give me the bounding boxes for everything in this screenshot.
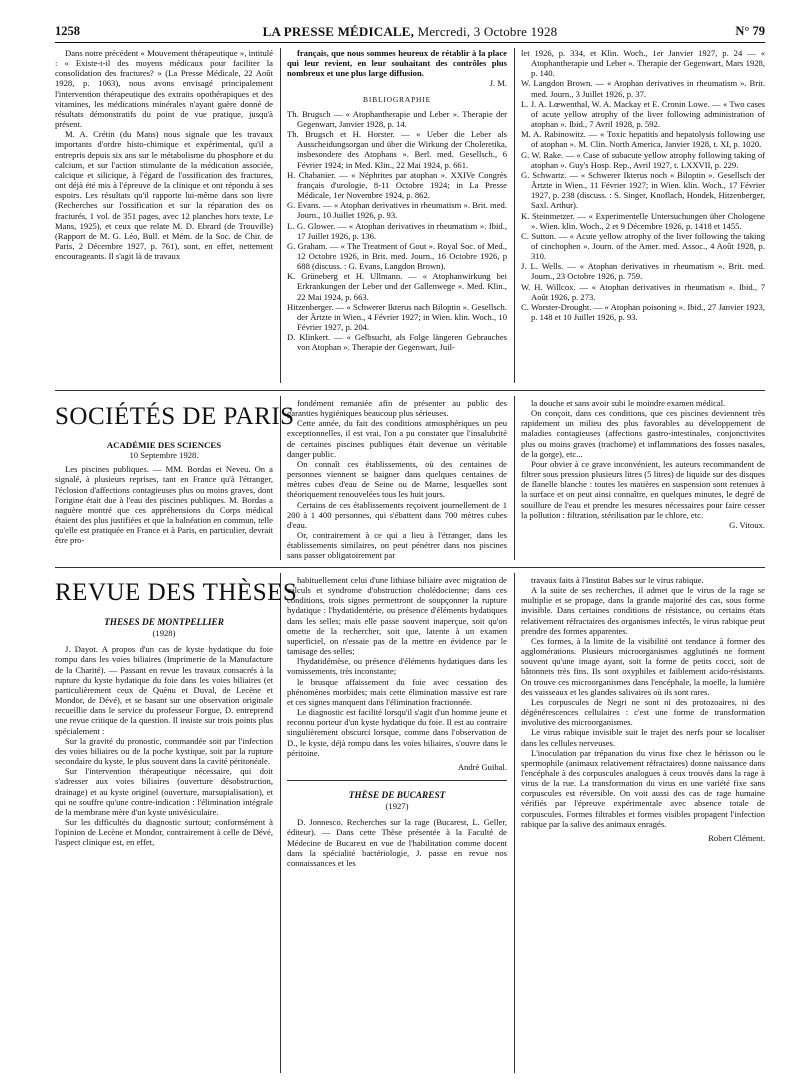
- section-divider: [55, 390, 765, 391]
- paragraph: On connaît ces établissements, où des centaines de personnes viennent se baigner dans quelques centaines de mètres cubes d'eau de Seine ou de Marne, lesquelles sont théoriquement renouvelées tous les huit jours.: [287, 458, 507, 500]
- paragraph: Sur la gravité du pronostic, commandée soit par l'infection des voies biliaires ou de la poche kystique, soit par la rupture secondaire du kyste, le plus souvent dans la cavité péritonéale.: [55, 735, 273, 767]
- paragraph: l'hydatidémèse, ou présence d'éléments hydatiques dans les vomissements, très inconstante;: [287, 656, 507, 677]
- paragraph: On conçoit, dans ces conditions, que ces piscines deviennent très rapidement un milieu des plus favorables au développement de maladies contagieuses (affections gastro-intestinales, conjonctivites plus ou moins graves (trachome) et inflammations des fosses nasales, de la gorge), etc...: [521, 408, 765, 459]
- bib-entry: Th. Brugsch — « Atophantherapie und Leber ». Therapie der Gegenwart, Janvier 1928, p. 14.: [287, 108, 507, 129]
- paragraph: habituellement celui d'une lithiase biliaire avec migration de calculs et syndrome d'obstruction cholédocienne; dans ces conditions, trois signes permettront de soupçonner la rupture hydatique : l'hydatidentérie, ou présence d'éléments hydatiques dans les selles; mais elle passe souvent inaperçue, soit qu'on omette de la rechercher, soit que, latente à un examen superficiel, on n'essaie pas de la mettre en évidence par le tamisage des selles;: [287, 575, 507, 657]
- societes-column-1: [55, 440, 273, 560]
- column-rule: [514, 48, 515, 383]
- paragraph: Or, contrairement à ce qui a lieu à l'étranger, dans les établissements similaires, on peut pénétrer dans nos piscines sans passer obligatoirement par: [287, 530, 507, 560]
- paragraph: le brusque affaissement du foie avec cessation des phénomènes morbides; mais cette élimination massive est rare et ces signes manquent dans l'élimination fractionnée.: [287, 676, 507, 707]
- bibliography-title: BIBLIOGRAPHIE: [363, 94, 431, 104]
- bib-entry: C. Sutton. — « Acute yellow atrophy of the liver following the taking of cinchophen ». Journ. of the Amer. med. Assoc., 4 Août 1928, p. 310.: [521, 230, 765, 262]
- societes-column-2: [287, 398, 507, 560]
- paragraph: M. A. Crétin (du Mans) nous signale que les travaux importants d'ordre histo-chimique et expérimental, qu'il a entrepris depuis six ans sur le métabolisme du phosphore et du calcium, et sur l'action stimulante de la médication associée, calcique et silicique, à l'égard de l'ossification des fractures, ont déjà été mis à l'épreuve de la clinique et ont répondu à ses espoirs. Les résultats qu'il rapporte lui-même dans son livre (Recherches sur l'ossification et sur la réparation des os fracturés, 1 vol. de 351 pages, avec 12 planches hors texte, Le Mans, 1925), et ceux que relate M. D. Ebrard (de Trouville) (Rapport de M. G. Léo, Bull. et Mém. de la Soc. de Chir. de Paris, 2 Décembre 1927, p. 761), sont, en effet, nettement encourageants. Il s'agit là de travaux: [55, 129, 273, 262]
- section-title-societes: SOCIÉTÉS DE PARIS: [55, 403, 295, 430]
- bucarest-heading: THÈSE DE BUCAREST: [348, 790, 446, 801]
- column-rule: [280, 573, 281, 1073]
- bib-entry: C. Worster-Drought. — « Atophan poisoning ». Ibid., 27 Janvier 1923, p. 148 et 10 Juillet 1926, p. 93.: [521, 301, 765, 323]
- bib-entry: D. Klinkert. — « Gelbsucht, als Folge längeren Gebrauches von Atophan ». Therapie der Gegenwart, Juil-: [287, 332, 507, 353]
- paragraph: la douche et sans avoir subi le moindre examen médical.: [531, 398, 726, 408]
- bib-entry: G. Schwartz. — « Schwerer Ikterus noch « Biloptin ». Gesellsch der Ärtzte in Wien., 11 Février 1927; in Wien. klin. Woch., 17 Février 1927, p. 238 (discuss. : S. Singer, Knoflach, Hondek, Hitzenberger, Saxl. Arthur).: [521, 169, 765, 211]
- bib-entry: let 1926, p. 334, et Klin. Woch., 1er Janvier 1927, p. 24 — « Atophantherapie und Leber ». Therapie der Gegenwart, Mars 1928, p. 140.: [521, 48, 765, 79]
- top-column-2: [287, 48, 507, 383]
- paragraph: J. Dayot. A propos d'un cas de kyste hydatique du foie rompu dans les voies biliaires (Imprimerie de la Manufacture de la Charité). — Passant en revue les travaux consacrés à la rupture du kyste hydatique du foie dans les voies biliaires (et particulièrement ceux de Quénu et Duval, de Lecène et Mondor, de Dévé), et se basant sur une observation originale recueillie dans le service du professeur Forgue, D. entreprend une revue critique de la question. Il insiste sur trois points plus spécialement :: [55, 644, 273, 736]
- bib-entry: Hitzenberger. — « Schwerer Ikterus nach Biloptin ». Gesellsch. der Ärtzte in Wien., 4 Février 1927; in Wien. klin. Woch., 10 Février 1927, p. 204.: [287, 301, 507, 333]
- paragraph: Ces formes, à la limite de la visibilité ont tendance à former des agglomérations. Plusieurs microorganismes agglutinés ne forment souvent qu'une image ayant, soit la forme de petits cocci, soit de bâtonnets très fins. Ils sont oxyphiles et faiblement acido-résistants. On trouve ces microorganismes dans l'encéphale, la moelle, la lumière des vaisseaux et les glandes salivaires où ils sont rares.: [521, 635, 765, 697]
- montpellier-heading: THÈSES DE MONTPELLIER: [104, 618, 224, 628]
- journal-title-line: [55, 24, 765, 40]
- bib-entry: Th. Brugsch et H. Horster. — « Ueber die Leber als Ausscheidungsorgan und über die Wirkung der Choleretika, insbesondere des Atophans ». Berl. med. Gesellsch., 6 Février 1924; in Med. Klin., 22 Mai 1924, p. 661.: [287, 129, 507, 170]
- section-divider: [55, 567, 765, 568]
- session-date: 10 Septembre 1928.: [129, 450, 199, 461]
- paragraph: Le diagnostic est facilité lorsqu'il s'agit d'un homme jeune et reconnu porteur d'un kyste hydatique du foie. Il est au contraire singulièrement obscurci lorsque, comme dans l'observation de D., le kyste, déjà rompu dans les voies biliaires, s'ouvre dans le péritoine.: [287, 707, 507, 758]
- societes-column-3: [521, 398, 765, 560]
- theses-column-3: [521, 575, 765, 1073]
- paragraph: fondément remaniée afin de présenter au public des garanties hygiéniques beaucoup plus sérieuses.: [287, 398, 507, 419]
- signature: André Guibal.: [457, 761, 507, 772]
- column-rule: [280, 48, 281, 383]
- column-rule: [514, 396, 515, 560]
- page-number: 1258: [55, 24, 80, 38]
- divider: [287, 780, 507, 781]
- issue-number: N° 79: [735, 24, 765, 38]
- page-header: [55, 22, 765, 43]
- paragraph: Certains de ces établissements reçoivent journellement de 1 200 à 1 400 personnes, qui s'ébattent dans 700 mètres cubes d'eau.: [287, 499, 507, 530]
- bib-entry: L. J. A. Lœwenthal, W. A. Mackay et E. Cronin Lowe. — « Two cases of acute yellow atrophy of the liver following administration of atophan ». Ibid., 7 Avril 1928, p. 592.: [521, 98, 765, 130]
- issue-date: Mercredi, 3 Octobre 1928: [417, 24, 558, 39]
- paragraph: Pour obvier à ce grave inconvénient, les auteurs recommandent de filtrer sous pression plusieurs litres (5 litres) de liquide sur des disques de flanelle blanche : toutes les matières en suspension sont retenues à la surface et on peut ainsi connaître, en quelques minutes, le degré de souillure de l'eau et prendre les mesures nécessaires pour faire cesser la pollution : filtration, stérilisation par le chlore, etc.: [521, 458, 765, 520]
- paragraph: travaux faits à l'Institut Babes sur le virus rabique.: [531, 575, 704, 585]
- paragraph: A la suite de ses recherches, il admet que le virus de la rage se multiplie et se propage, dans la grande majorité des cas, sous forme invisible. Dans certaines conditions de résistance, ou certains états relativement réfractaires des organismes infectés, le virus rabique peut prendre des formes apparentes.: [521, 585, 765, 636]
- signature: J. M.: [489, 78, 507, 89]
- bib-entry: W. Langdon Brown. — « Atophan derivatives in rheumatism ». Brit. med. Journ., 3 Juillet 1926, p. 37.: [521, 78, 765, 99]
- top-column-3: [521, 48, 765, 383]
- bib-entry: G. W. Rake. — « Case of subacute yellow atrophy following taking of atophan ». Guy's Hosp. Rep., Avril 1927, t. LXXVII, p. 229.: [521, 149, 765, 170]
- paragraph: D. Jonnesco. Recherches sur la rage (Bucarest, L. Geller, éditeur). — Dans cette Thèse présentée à la Faculté de Médecine de Bucarest en vue de l'habilitation comme docent dans la spécialité bactériologie, J. passe en revue nos connaissances et les: [287, 817, 507, 868]
- theses-column-1: [55, 618, 273, 1073]
- paragraph: français, que nous sommes heureux de rétablir à la place qui leur revient, en leur souhaitant des contrôles plus nombreux et une plus large diffusion.: [287, 48, 507, 79]
- signature: Robert Clément.: [708, 832, 765, 843]
- bib-entry: J. L. Wells. — « Atophan derivatives in rheumatism ». Brit. med. Journ., 23 Octobre 1926, p. 759.: [521, 261, 765, 282]
- bib-entry: H. Chabanier. — « Néphrites par atophan ». XXIVe Congrès français d'urologie, 8-11 Octobre 1924; in La Presse Médicale, 1er Novembre 1924, p. 862.: [287, 169, 507, 201]
- bib-entry: G. Graham. — « The Treatment of Gout ». Royal Soc. of Med., 12 Octobre 1926, in Brit. med. Journ., 16 Octobre 1926, p 688 (discuss. : G. Evans, Langdon Brown).: [287, 240, 507, 272]
- bib-entry: G. Evans. — « Atophan derivatives in rheumatism ». Brit. med. Journ., 10 Juillet 1926, p. 93.: [287, 200, 507, 221]
- theses-column-2: [287, 575, 507, 1073]
- bib-entry: K. Grüneberg et H. Ullmann. — « Atophanwirkung bei Erkrankungen der Leber und der Gallenwege ». Med. Klin., 22 Mai 1924, p. 663.: [287, 271, 507, 302]
- paragraph: Sur les difficultés du diagnostic surtout; conformément à l'opinion de Lecène et Mondor, contrairement à celle de Dévé, l'aspect clinique est, en effet,: [55, 816, 273, 848]
- paragraph: Les corpuscules de Negri ne sont ni des protozoaires, ni des dégénérescences cellulaires : c'est une forme de transformation involutive des microorganismes.: [521, 696, 765, 728]
- paragraph: Cette année, du fait des conditions atmosphériques un peu exceptionnelles, il est vrai, l'on a pu constater que l'insalubrité de certaines piscines publiques était devenue un véritable danger public.: [287, 418, 507, 459]
- academy-title: ACADÉMIE DES SCIENCES: [106, 440, 222, 450]
- bib-entry: L. G. Glower. — « Atophan derivatives in rheumatism ». Ibid., 17 Juillet 1926, p. 136.: [287, 220, 507, 241]
- paragraph: L'inoculation par trépanation du virus fixe chez le hérisson ou le spermophile (animaux relativement réfractaires) donne naissance dans l'encéphale à des corpuscules analogues à ceux trouvés dans la rage à virus de la rue. La transformation du virus en une variété fixe sans corpuscules est réversible. On voit aussi des cas de rage humaine vérifiés par l'épreuve expérimentale avec absence totale de corpuscules. Formes filtrables et formes visibles propagent l'infection rabique par la salive des animaux enragés.: [521, 747, 765, 829]
- top-column-1: [55, 48, 273, 383]
- montpellier-year: (1928): [152, 628, 176, 639]
- column-rule: [280, 396, 281, 560]
- bib-entry: K. Steinmetzer. — « Experimentelle Untersuchungen über Chologene ». Wien. klin. Woch., 2 et 9 Décembre 1926, p. 1418 et 1455.: [521, 210, 765, 231]
- bib-entry: W. H. Willcox. — « Atophan derivatives in rheumatism ». Ibid., 7 Août 1926, p. 273.: [521, 281, 765, 302]
- journal-name: LA PRESSE MÉDICALE,: [262, 24, 415, 39]
- paragraph: Sur l'intervention thérapeutique nécessaire, qui doit s'adresser aux voies biliaires (ouverture désobstruction, drainage) et au kyste originel (ouverture, marsupialisation), et qui ne souffre qu'une contre-indication : l'élimination intégrale de la membrane mère d'un kyste univésiculaire.: [55, 766, 273, 817]
- paragraph: Le virus rabique invisible suit le trajet des nerfs pour se localiser dans les cellules nerveuses.: [521, 727, 765, 748]
- bib-entry: M. A. Rabinowitz. — « Toxic hepatitis and hepatolysis following use of atophan ». M. Clin. North America, Janvier 1928, t. XI, p. 1020.: [521, 129, 765, 150]
- column-rule: [514, 573, 515, 1073]
- paragraph: Dans notre précédent « Mouvement thérapeutique », intitulé : « Existe-t-il des moyens médicaux pour faciliter la consolidation des fractures? » (La Presse Médicale, 22 Août 1928, p. 1063), nous avons envisagé principalement l'intervention thérapeutique des extraits opothérapiques et des vitamines, les médications minérales n'ayant guère donné de résultats démonstratifs du point de vue pratique, jusqu'à présent.: [55, 48, 273, 130]
- section-title-theses: REVUE DES THÈSES: [55, 579, 298, 606]
- bucarest-year: (1927): [385, 801, 409, 812]
- signature: G. Vitoux.: [729, 519, 765, 530]
- paragraph: Les piscines publiques. — MM. Bordas et Neveu. On a signalé, à plusieurs reprises, tant en France qu'à l'étranger, l'éclosion d'affections contagieuses plus ou moins graves, dont l'origine était due à l'eau des piscines publiques. M. Bordas a naguère montré que ces appréhensions du Corps médical étaient des plus justifiées et que la balnéation en commun, telle qu'elle est pratiquée en France et à Paris, en particulier, devrait être pro-: [55, 464, 273, 546]
